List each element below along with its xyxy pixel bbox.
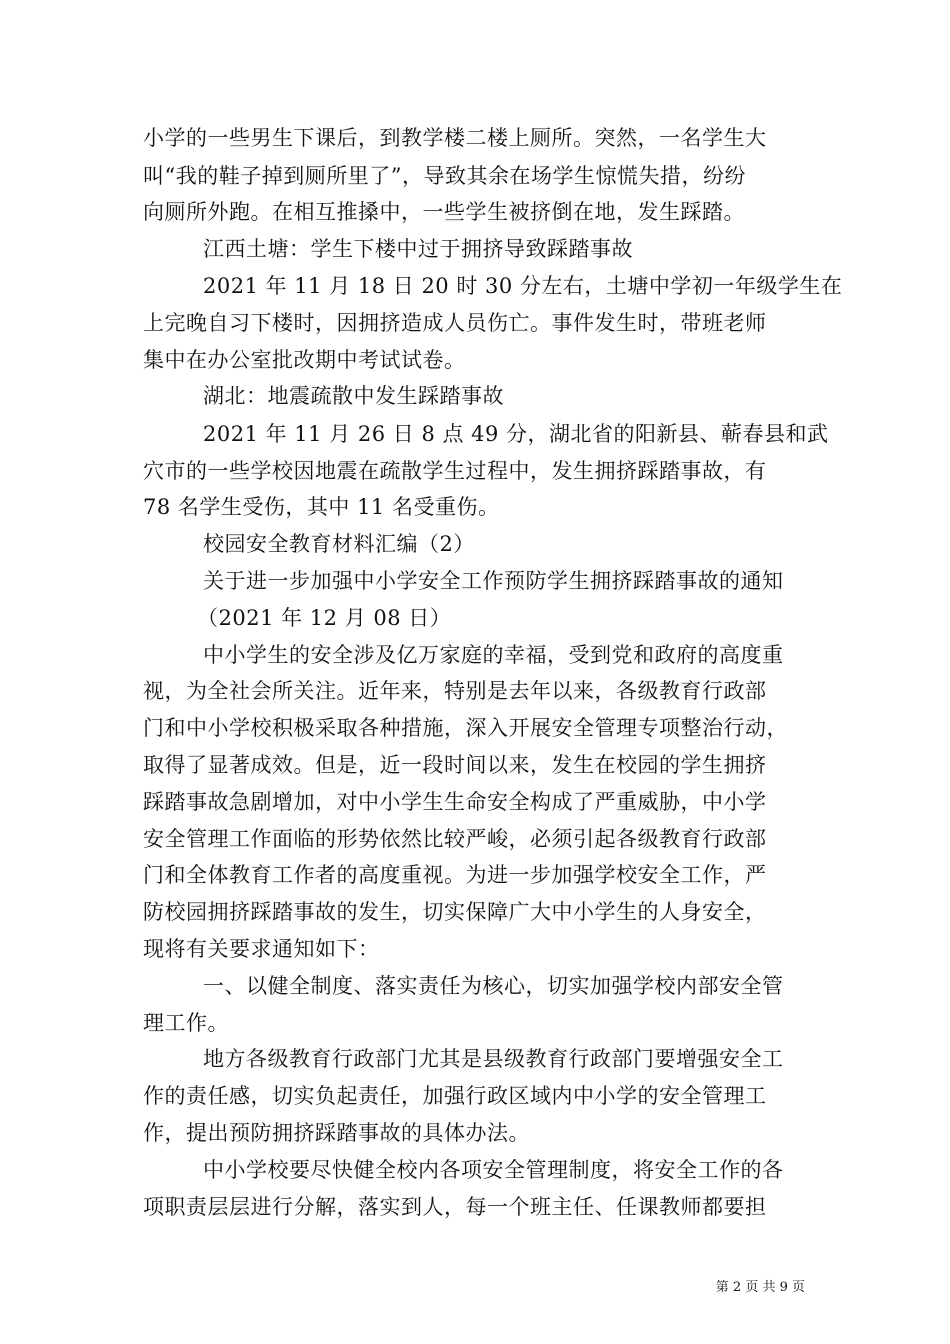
text-line: 上完晚自习下楼时，因拥挤造成人员伤亡。事件发生时，带班老师 bbox=[143, 311, 767, 335]
text-line: 取得了显著成效。但是，近一段时间以来，发生在校园的学生拥挤 bbox=[143, 753, 767, 777]
text-line: 踩踏事故急剧增加，对中小学生生命安全构成了严重威胁，中小学 bbox=[143, 790, 767, 814]
text-line: 安全管理工作面临的形势依然比较严峻，必须引起各级教育行政部 bbox=[143, 827, 767, 851]
text-line: 中小学生的安全涉及亿万家庭的幸福，受到党和政府的高度重 bbox=[203, 643, 784, 667]
text-line: 2021 年 11 月 26 日 8 点 49 分，湖北省的阳新县、蕲春县和武 bbox=[203, 422, 829, 446]
text-line: 现将有关要求通知如下： bbox=[143, 937, 380, 961]
text-line: 作的责任感，切实负起责任，加强行政区域内中小学的安全管理工 bbox=[143, 1084, 767, 1108]
section-heading: 江西土塘：学生下楼中过于拥挤导致踩踏事故 bbox=[203, 237, 633, 261]
text-line: 2021 年 11 月 18 日 20 时 30 分左右，土塘中学初一年级学生在 bbox=[203, 274, 843, 298]
page-number: 第 2 页 共 9 页 bbox=[715, 1280, 805, 1295]
notice-date: （2021 年 12 月 08 日） bbox=[197, 606, 452, 630]
text-line: 地方各级教育行政部门尤其是县级教育行政部门要增强安全工 bbox=[203, 1047, 784, 1071]
text-line: 向厕所外跑。在相互推搡中，一些学生被挤倒在地，发生踩踏。 bbox=[143, 200, 745, 224]
text-line: 门和全体教育工作者的高度重视。为进一步加强学校安全工作，严 bbox=[143, 863, 767, 887]
section-heading: 湖北：地震疏散中发生踩踏事故 bbox=[203, 384, 504, 408]
notice-title: 关于进一步加强中小学安全工作预防学生拥挤踩踏事故的通知 bbox=[203, 569, 784, 593]
text-line: 视，为全社会所关注。近年来，特别是去年以来，各级教育行政部 bbox=[143, 679, 767, 703]
text-line: 叫“我的鞋子掉到厕所里了”，导致其余在场学生惊慌失措，纷纷 bbox=[143, 164, 746, 188]
text-line: 小学的一些男生下课后，到教学楼二楼上厕所。突然，一名学生大 bbox=[143, 126, 767, 150]
text-line: 理工作。 bbox=[143, 1011, 229, 1035]
text-line: 防校园拥挤踩踏事故的发生，切实保障广大中小学生的人身安全， bbox=[143, 900, 767, 924]
text-line: 门和中小学校积极采取各种措施，深入开展安全管理专项整治行动， bbox=[143, 716, 788, 740]
text-line: 项职责层层进行分解，落实到人，每一个班主任、任课教师都要担 bbox=[143, 1195, 767, 1219]
text-line: 集中在办公室批改期中考试试卷。 bbox=[143, 348, 466, 372]
text-line: 穴市的一些学校因地震在疏散学生过程中，发生拥挤踩踏事故，有 bbox=[143, 459, 767, 483]
text-line: 78 名学生受伤，其中 11 名受重伤。 bbox=[143, 495, 500, 519]
text-line: 作，提出预防拥挤踩踏事故的具体办法。 bbox=[143, 1121, 530, 1145]
section-title: 校园安全教育材料汇编（2） bbox=[203, 532, 475, 556]
text-line: 一、以健全制度、落实责任为核心，切实加强学校内部安全管 bbox=[203, 974, 784, 998]
text-line: 中小学校要尽快健全校内各项安全管理制度，将安全工作的各 bbox=[203, 1158, 784, 1182]
